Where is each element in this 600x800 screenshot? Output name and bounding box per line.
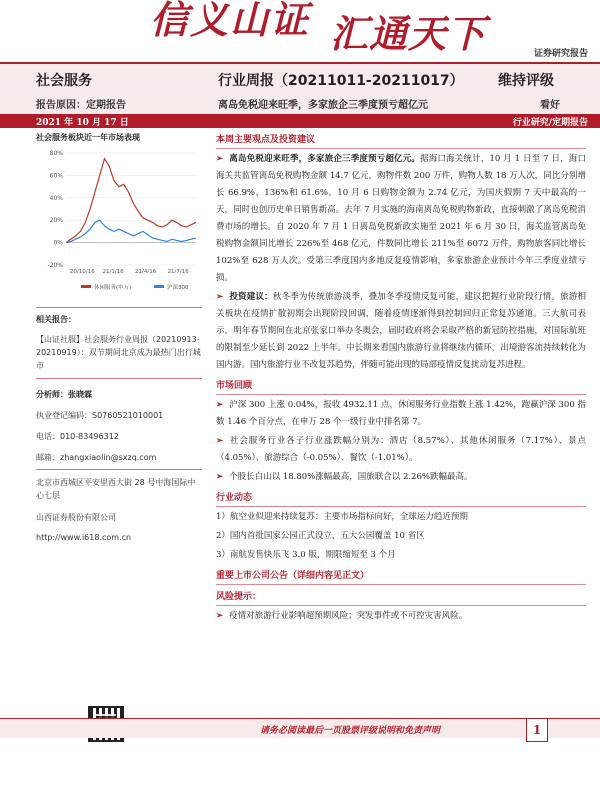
paragraph-market-2 xyxy=(216,433,586,467)
header-banner xyxy=(0,0,600,62)
legend-swatch xyxy=(154,285,164,288)
paragraph-body: 秋冬季为传统旅游淡季，叠加冬季疫情反复可能，建议把握行业阶段行情。旅游相关板块在疫情扩散初期会出现阶段回调，随着疫情逐渐得到控制回归正常复苏通道。三大航司表示，明年春节期间在北京张家口举办冬奥会，届时政府将会采取严格的新冠防控措施，对国际航班的限制至少延长到 2022 上半年。中长期来看国内旅游行业将继续内循环，出境游客流持续转化为国内游。国内旅游行业不改复苏趋势，伴随可能出现的局部疫情反复扰动复苏进程。 xyxy=(216,292,586,370)
footer-bar xyxy=(0,718,600,738)
section-rule xyxy=(216,148,586,149)
x-tick-label: 21/4/16 xyxy=(135,269,157,275)
paragraph-risk xyxy=(216,608,586,625)
y-tick-label: 20% xyxy=(49,217,63,225)
section-heading-views: 本周主要观点及投资建议 xyxy=(216,135,316,145)
website-link[interactable]: http://www.i618.com.cn xyxy=(36,533,132,542)
legend-swatch xyxy=(81,285,91,288)
section-rule xyxy=(216,605,586,606)
main-content xyxy=(216,132,586,625)
license-code: 执业登记编码：S0760521010001 xyxy=(36,411,164,420)
section-rule xyxy=(216,394,586,395)
paragraph-body: 沪深 300 上涨 0.04%，报收 4932.11 点，休闲服务行业指数上涨 1.42%，跑赢沪深 300 指数 1.46 个百分点，在申万 28 个一级行业中排名第 7。 xyxy=(216,400,586,427)
divider xyxy=(36,469,202,470)
paragraph-market-3 xyxy=(216,469,586,486)
rating-label: 维持评级 xyxy=(498,73,554,89)
paragraph-investment xyxy=(216,289,586,374)
sector-name: 社会服务 xyxy=(36,73,92,89)
weekly-report-title: 行业周报（20211011-20211017） xyxy=(218,73,464,89)
section-rule xyxy=(216,506,586,507)
arrow-bullet-icon: ➢ xyxy=(216,292,224,302)
section-heading-market: 市场回顾 xyxy=(216,381,253,391)
arrow-bullet-icon: ➢ xyxy=(216,436,224,446)
y-tick-label: 40% xyxy=(49,194,63,202)
date-bar xyxy=(0,114,600,128)
legend-label: 休闲服务(申万) xyxy=(94,285,132,291)
brand-logo-right: 汇通天下 xyxy=(330,12,487,56)
phone-number: 电话：010-83496312 xyxy=(36,432,119,441)
outlook-label: 看好 xyxy=(540,100,560,111)
company-name: 山西证券股份有限公司 xyxy=(36,513,116,522)
paragraph-body: 据海口海关统计，10 月 1 日至 7 日，海口海关共监管离岛免税购物金额 14.7 亿元，购物件数 200 万件，购物人数 18 万人次，同比分别增长 66.9%、136%和 61.6%。10 月 6 日购物金额为 2.74 亿元，为国庆假期 7 天中最高的一天，同时也创历史单日销售新高。去年 7 月实施的海南离岛免税购物新政，直接刺激了离岛免税消费市场的增长。自 2020 年 7 月 1 日离岛免税新政实施至 2021 年 6 月 30 日，海关监管离岛免税购物金额同比增长 226%至 468 亿元，件数同比增长 211%至 6072 万件，购物旅客同比增长 102%至 628 万人次。受第三季度国内多地反复疫情影响，多家旅游企业预计今年三季度业绩亏损。 xyxy=(216,154,586,283)
report-date: 2021 年 10 月 17 日 xyxy=(36,118,129,128)
legend-label: 沪深300 xyxy=(167,285,189,291)
analyst-name: 分析师：张晓霖 xyxy=(36,390,92,399)
x-tick-label: 21/1/16 xyxy=(102,269,124,275)
paragraph-body: 个股长白山以 18.80%涨幅最高，国旅联合以 2.26%跌幅最高。 xyxy=(229,472,473,482)
arrow-bullet-icon: ➢ xyxy=(216,472,224,482)
office-address: 北京市西城区平安里西大街 28 号中海国际中心七层 xyxy=(36,478,196,500)
y-tick-label: 80% xyxy=(49,150,63,157)
report-type-label: 证券研究报告 xyxy=(533,49,588,59)
y-tick-label: 60% xyxy=(49,172,63,180)
paragraph-lead: 投资建议： xyxy=(229,292,273,302)
section-heading-announcements: 重要上市公司公告（详细内容见正文） xyxy=(216,571,370,581)
section-heading-risk: 风险提示： xyxy=(216,592,262,602)
performance-chart xyxy=(36,147,202,297)
left-sidebar xyxy=(36,132,202,542)
divider xyxy=(36,378,202,379)
list-item: 2）国内首批国家公园正式设立，五大公园覆盖 10 省区 xyxy=(216,531,425,541)
paragraph-body: 疫情对旅游行业影响超预期风险；突发事件或不可控灾害风险。 xyxy=(229,611,468,621)
divider xyxy=(36,307,202,308)
x-tick-label: 20/10/16 xyxy=(70,269,95,275)
brand-logo-left: 信义山证 xyxy=(150,0,311,42)
list-item: 1）航空业似迎来持续复苏：主要市场指标向好，全球运力趋近预期 xyxy=(216,512,468,522)
x-tick-label: 21/7/16 xyxy=(167,269,189,275)
email-address[interactable]: 邮箱：zhangxiaolin@sxzq.com xyxy=(36,453,157,462)
related-report-link[interactable]: 【山证社服】社会服务行业周报（20210913-20210919）：双节期间北京成为最热门出行城市 xyxy=(36,335,201,370)
report-reason: 报告原因：定期报告 xyxy=(36,100,126,111)
arrow-bullet-icon: ➢ xyxy=(216,611,224,621)
list-item: 3）南航发售快乐飞 3.0 版，期限缩短至 3 个月 xyxy=(216,550,396,560)
title-band xyxy=(0,62,600,114)
section-heading-industry: 行业动态 xyxy=(216,493,253,503)
section-rule xyxy=(216,584,586,585)
series-line-0 xyxy=(66,159,196,243)
related-reports-heading: 相关报告： xyxy=(36,315,76,324)
chart-title: 社会服务板块近一年市场表现 xyxy=(36,133,140,142)
paragraph-market-1 xyxy=(216,397,586,431)
y-tick-label: 0% xyxy=(53,239,63,247)
page-number: 1 xyxy=(526,718,548,742)
report-headline: 离岛免税迎来旺季，多家旅企三季度预亏超亿元 xyxy=(218,100,428,111)
paragraph-duty-free xyxy=(216,151,586,287)
y-tick-label: -20% xyxy=(47,262,63,269)
arrow-bullet-icon: ➢ xyxy=(216,400,224,410)
arrow-bullet-icon: ➢ xyxy=(216,154,224,164)
paragraph-lead: 离岛免税迎来旺季，多家旅企三季度预亏超亿元。 xyxy=(229,154,421,164)
document-type: 行业研究/定期报告 xyxy=(512,118,588,128)
disclaimer-text: 请务必阅读最后一页股票评级说明和免责声明 xyxy=(260,726,441,736)
paragraph-body: 社会服务行业各子行业涨跌幅分别为：酒店（8.57%）、其他休闲服务（7.17%）、景点（4.05%）、旅游综合（-0.05%）、餐饮（-1.01%）。 xyxy=(216,436,586,463)
series-line-1 xyxy=(66,220,196,242)
